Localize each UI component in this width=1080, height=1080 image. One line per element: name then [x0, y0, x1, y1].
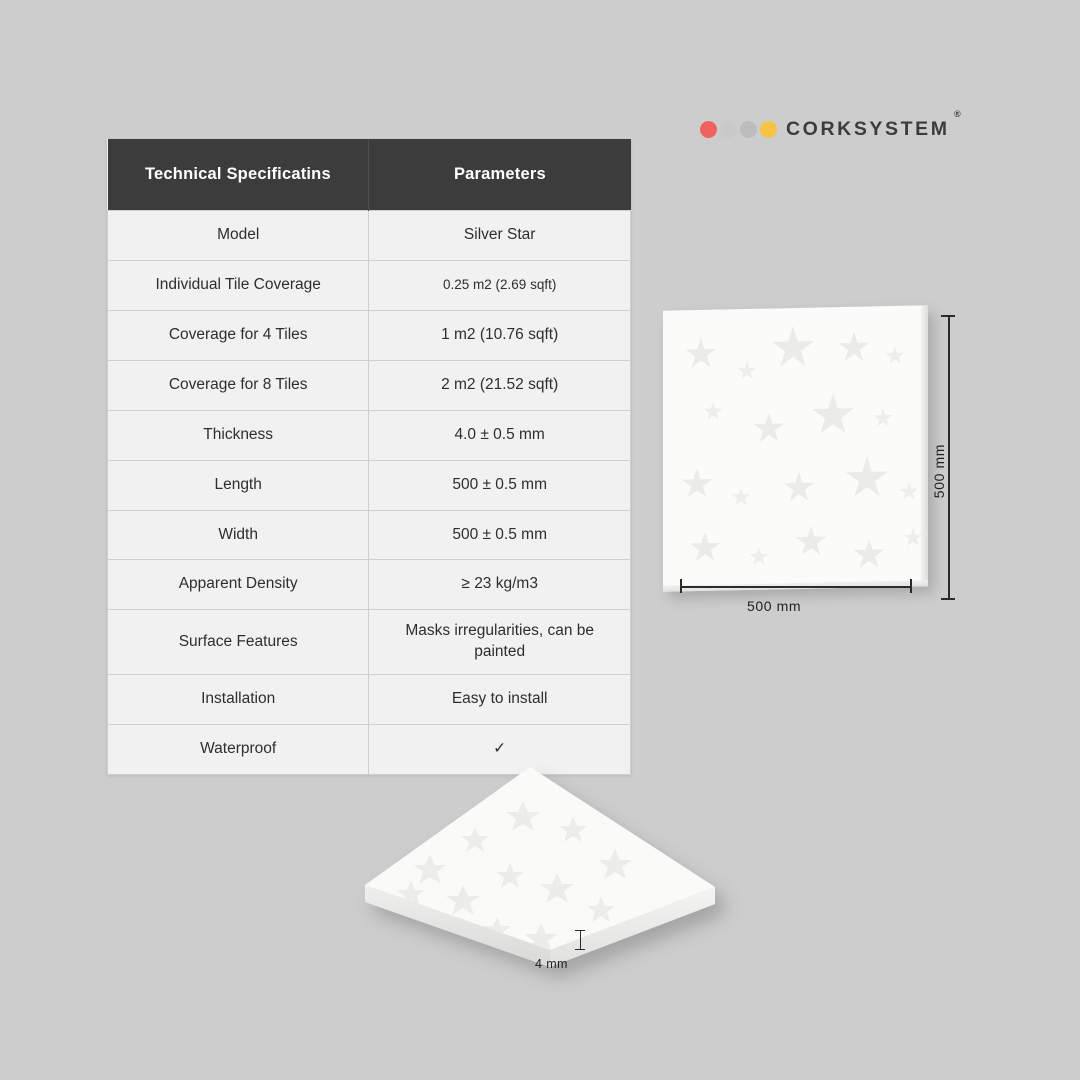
cell-value: 1 m2 (10.76 sqft) — [369, 310, 631, 360]
technical-specifications-table — [107, 139, 631, 775]
star-icon — [731, 487, 751, 507]
column-header-specification: Technical Specificatins — [108, 139, 369, 211]
table-row — [108, 610, 631, 675]
tile-front-view-diagram — [655, 300, 955, 615]
star-icon — [749, 547, 769, 567]
table-row — [108, 310, 631, 360]
dimension-line — [680, 586, 912, 588]
table-row — [108, 560, 631, 610]
star-icon — [783, 472, 815, 505]
table-row — [108, 260, 631, 310]
cell-spec: Model — [108, 211, 369, 261]
dimension-line-width — [680, 579, 912, 593]
star-icon — [753, 412, 785, 445]
logo-dot-yellow-icon — [760, 121, 777, 138]
table-row — [108, 360, 631, 410]
star-icon — [845, 456, 889, 501]
logo-dot-grey-secondary-icon — [740, 121, 757, 138]
cell-spec: Installation — [108, 675, 369, 725]
dimension-cap-bottom — [941, 598, 955, 600]
star-icon — [885, 346, 905, 366]
dimension-label-width: 500 mm — [747, 598, 802, 614]
dimension-line — [948, 315, 950, 600]
dimension-line — [580, 930, 581, 950]
tile-perspective-diagram — [345, 745, 765, 995]
cell-spec: Coverage for 8 Tiles — [108, 360, 369, 410]
cell-value: 0.25 m2 (2.69 sqft) — [369, 260, 631, 310]
cell-spec: Waterproof — [108, 725, 369, 775]
star-icon — [689, 532, 721, 565]
logo-dots — [700, 121, 777, 138]
dimension-label-height: 500 mm — [931, 444, 947, 499]
cell-spec: Length — [108, 460, 369, 510]
brand-logo — [700, 109, 961, 141]
brand-name — [786, 109, 961, 141]
cell-value: ≥ 23 kg/m3 — [369, 560, 631, 610]
dimension-cap-bottom — [575, 949, 585, 950]
star-icon — [838, 331, 870, 364]
star-icon — [903, 527, 923, 547]
tile-right-edge — [921, 305, 928, 586]
cell-spec: Thickness — [108, 410, 369, 460]
star-icon — [811, 393, 855, 438]
registered-mark: ® — [953, 109, 961, 119]
star-icon — [703, 402, 723, 422]
table-row — [108, 460, 631, 510]
dimension-cap-right — [910, 579, 912, 593]
column-header-parameters: Parameters — [369, 139, 631, 211]
star-icon — [737, 361, 757, 381]
dimension-line-thickness — [575, 930, 585, 950]
cell-spec: Width — [108, 510, 369, 560]
cell-value: 500 ± 0.5 mm — [369, 510, 631, 560]
logo-dot-grey-icon — [720, 121, 737, 138]
tile-front-face — [663, 305, 928, 592]
star-icon — [873, 408, 893, 428]
table-row — [108, 510, 631, 560]
star-icon — [853, 538, 885, 571]
table-row — [108, 675, 631, 725]
star-icon — [681, 468, 713, 501]
table-row — [108, 211, 631, 261]
cell-value-waterproof-check: ✓ — [369, 725, 631, 775]
logo-dot-red-icon — [700, 121, 717, 138]
cell-spec: Individual Tile Coverage — [108, 260, 369, 310]
star-icon — [771, 326, 815, 371]
cell-spec: Coverage for 4 Tiles — [108, 310, 369, 360]
table-row — [108, 410, 631, 460]
star-icon — [899, 481, 919, 501]
cell-value: Silver Star — [369, 211, 631, 261]
cell-value: Easy to install — [369, 675, 631, 725]
dimension-label-thickness: 4 mm — [535, 957, 568, 971]
cell-value: 500 ± 0.5 mm — [369, 460, 631, 510]
cell-value: Masks irregularities, can be painted — [369, 610, 631, 675]
cell-value: 4.0 ± 0.5 mm — [369, 410, 631, 460]
cell-spec: Apparent Density — [108, 560, 369, 610]
star-icon — [685, 338, 717, 371]
brand-name-text: CORKSYSTEM — [786, 118, 950, 140]
cell-value: 2 m2 (21.52 sqft) — [369, 360, 631, 410]
cell-spec: Surface Features — [108, 610, 369, 675]
table-header-row — [108, 139, 631, 211]
star-icon — [795, 525, 827, 558]
